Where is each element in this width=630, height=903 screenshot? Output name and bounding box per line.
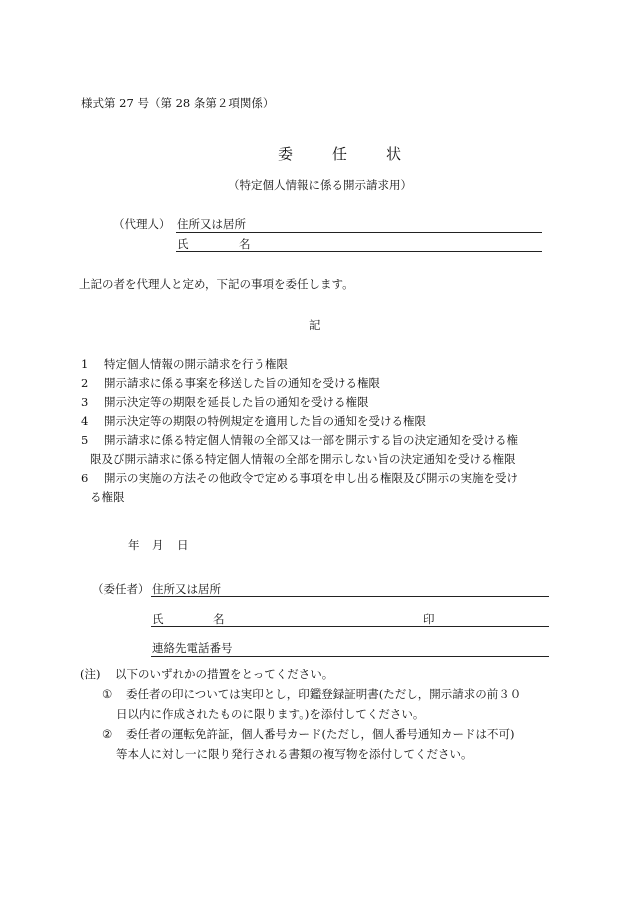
item-number: 5 xyxy=(81,433,89,447)
notes-intro: 以下のいずれかの措置をとってください。 xyxy=(115,667,334,681)
agent-name-label-a: 氏 xyxy=(177,237,189,251)
item-number: 6 xyxy=(81,471,89,485)
principal-address-line[interactable] xyxy=(151,596,549,597)
item-text-line: 開示決定等の期限の特例規定を適用した旨の通知を受ける権限 xyxy=(104,414,426,428)
principal-label: （委任者） xyxy=(92,582,150,596)
agent-address-label: 住所又は居所 xyxy=(177,217,246,231)
principal-phone-line[interactable] xyxy=(151,656,549,657)
agent-address-line[interactable] xyxy=(176,232,542,233)
note-2-line-1: 委任者の運転免許証，個人番号カード(ただし，個人番号通知カードは不可) xyxy=(126,727,515,741)
agent-name-line[interactable] xyxy=(176,251,542,252)
item-number: 1 xyxy=(81,357,89,371)
item-text-line: 開示の実施の方法その他政令で定める事項を申し出る権限及び開示の実施を受け xyxy=(104,471,518,485)
delegation-statement: 上記の者を代理人と定め，下記の事項を委任します。 xyxy=(79,277,354,291)
document-subtitle: （特定個人情報に係る開示請求用） xyxy=(228,178,412,192)
agent-label: （代理人） xyxy=(113,217,171,231)
item-number: 4 xyxy=(81,414,89,428)
note-1-mark: ① xyxy=(102,687,113,701)
item-number: 2 xyxy=(81,376,89,390)
note-2-line-2: 等本人に対し一に限り発行される書類の複写物を添付してください。 xyxy=(116,747,473,761)
agent-name-label-b: 名 xyxy=(239,237,251,251)
note-2-mark: ② xyxy=(102,727,113,741)
date-month: 月 xyxy=(152,538,164,552)
form-number: 様式第 27 号（第 28 条第２項関係） xyxy=(81,96,275,110)
principal-name-line[interactable] xyxy=(151,626,549,627)
note-1-line-2: 日以内に作成されたものに限ります。)を添付してください。 xyxy=(116,707,425,721)
item-text-line: 開示請求に係る特定個人情報の全部又は一部を開示する旨の決定通知を受ける権 xyxy=(104,433,518,447)
date-day: 日 xyxy=(177,538,189,552)
item-text-line: 限及び開示請求に係る特定個人情報の全部を開示しない旨の決定通知を受ける権限 xyxy=(90,452,516,466)
principal-name-label-a: 氏 xyxy=(152,612,164,626)
principal-address-label: 住所又は居所 xyxy=(152,582,221,596)
item-text-line: る権限 xyxy=(90,490,125,504)
ki-heading: 記 xyxy=(309,318,321,332)
item-number: 3 xyxy=(81,395,89,409)
principal-phone-label: 連絡先電話番号 xyxy=(152,641,233,655)
note-1-line-1: 委任者の印については実印とし，印鑑登録証明書(ただし，開示請求の前３０ xyxy=(126,687,522,701)
seal-mark: 印 xyxy=(423,612,435,626)
document-title: 委 任 状 xyxy=(278,145,414,163)
notes-label: (注) xyxy=(80,667,101,681)
principal-name-label-b: 名 xyxy=(213,612,225,626)
item-text-line: 特定個人情報の開示請求を行う権限 xyxy=(104,357,288,371)
item-text-line: 開示決定等の期限を延長した旨の通知を受ける権限 xyxy=(104,395,369,409)
item-text-line: 開示請求に係る事案を移送した旨の通知を受ける権限 xyxy=(104,376,380,390)
date-year: 年 xyxy=(128,538,140,552)
